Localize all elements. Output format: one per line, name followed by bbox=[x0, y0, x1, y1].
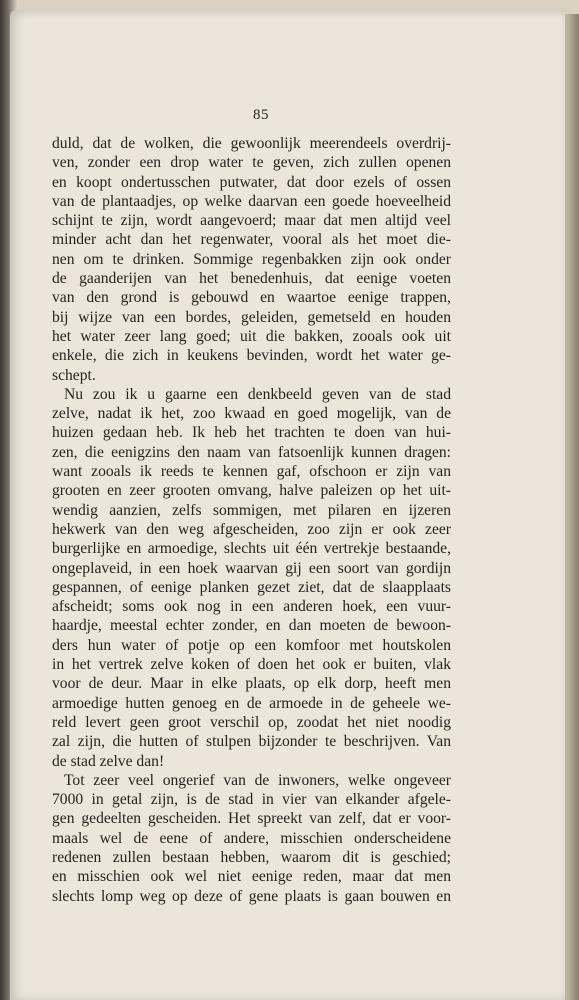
text-line: redenen zullen bestaan hebben, waarom dit is geschied; bbox=[52, 848, 451, 866]
text-line: burgerlijke en armoedige, slechts uit één vertrekje bestaande, bbox=[52, 540, 451, 558]
text-line: minder acht dan het regenwater, vooral als het moet die- bbox=[52, 231, 451, 249]
text-line: schept. bbox=[52, 366, 96, 384]
text-line: en koopt ondertusschen putwater, dat door ezels of ossen bbox=[52, 173, 451, 191]
text-line: de gaanderijen van het benedenhuis, dat eenige voeten bbox=[52, 270, 451, 288]
text-line: want zooals ik reeds te kennen gaf, ofschoon er zijn van bbox=[52, 463, 451, 481]
text-line: van de plantaadjes, op welke daarvan een goede hoeveelheid bbox=[52, 192, 451, 210]
text-line: nen om te drinken. Sommige regenbakken zijn ook onder bbox=[52, 250, 451, 268]
text-line: gespannen, of eenige planken gezet ziet, dat de slaapplaats bbox=[52, 578, 451, 596]
page-number: 85 bbox=[253, 107, 269, 123]
body-text bbox=[52, 134, 451, 906]
text-line: afscheidt; soms ook nog in een anderen hoek, een vuur- bbox=[52, 598, 451, 616]
text-line: bij wijze van een bordes, geleiden, gemetseld en houden bbox=[52, 308, 451, 326]
text-line: gen gedeelten gescheiden. Het spreekt van zelf, dat er voor- bbox=[52, 810, 451, 828]
text-line: zal zijn, die hutten of stulpen bijzonder te beschrijven. Van bbox=[52, 733, 451, 751]
text-line: van den grond is gebouwd en waartoe eenige trappen, bbox=[52, 289, 451, 307]
text-line: ven, zonder een drop water te geven, zich zullen openen bbox=[52, 154, 451, 172]
text-line: hekwerk van den weg afgescheiden, zoo zijn er ook zeer bbox=[52, 520, 451, 538]
text-line: duld, dat de wolken, die gewoonlijk meerendeels overdrij- bbox=[52, 135, 451, 152]
text-line: reld levert geen groot verschil op, zoodat het niet noodig bbox=[52, 713, 451, 731]
text-line: slechts lomp weg op deze of gene plaats is gaan bouwen en bbox=[52, 887, 451, 905]
text-line: voor de deur. Maar in elke plaats, op elk dorp, heeft men bbox=[52, 675, 451, 693]
text-line: Nu zou ik u gaarne een denkbeeld geven van de stad bbox=[64, 385, 451, 403]
text-line: armoedige hutten genoeg en de armoede in de geheele we- bbox=[52, 694, 451, 712]
text-line: 7000 in getal zijn, is de stad in vier van elkander afgele- bbox=[52, 791, 451, 809]
text-line: maals wel de eene of andere, misschien onderscheidene bbox=[52, 829, 451, 847]
text-line: Tot zeer veel ongerief van de inwoners, welke ongeveer bbox=[64, 771, 451, 789]
text-line: ders hun water of potje op een komfoor met houtskolen bbox=[52, 636, 451, 654]
text-line: ongeplaveid, in een hoek waarvan gij een soort van gordijn bbox=[52, 559, 451, 577]
text-line: zelve, nadat ik het, zoo kwaad en goed mogelijk, van de bbox=[52, 405, 451, 423]
text-line: huizen gedaan heb. Ik heb het trachten te doen van hui- bbox=[52, 424, 451, 442]
text-line: en misschien ook wel niet eenige reden, maar dat men bbox=[52, 868, 451, 886]
text-line: enkele, die zich in keukens bevinden, wordt het water ge- bbox=[52, 347, 451, 365]
text-line: het water zeer lang goed; uit die bakken, zooals ook uit bbox=[52, 327, 451, 345]
text-line: haardje, meestal echter zonder, en dan moeten de bewoon- bbox=[52, 617, 451, 635]
text-line: grooten en zeer grooten omvang, halve paleizen op het uit- bbox=[52, 482, 451, 500]
text-line: in het vertrek zelve koken of doen het ook er buiten, vlak bbox=[52, 656, 451, 674]
text-line: zen, die eenigzins den naam van fatsoenlijk kunnen dragen: bbox=[52, 443, 451, 461]
text-line: de stad zelve dan! bbox=[52, 752, 165, 770]
text-line: wendig aanzien, zelfs sommigen, met pilaren en ijzeren bbox=[52, 501, 451, 519]
text-line: schijnt te zijn, wordt aangevoerd; maar dat men altijd veel bbox=[52, 212, 451, 230]
